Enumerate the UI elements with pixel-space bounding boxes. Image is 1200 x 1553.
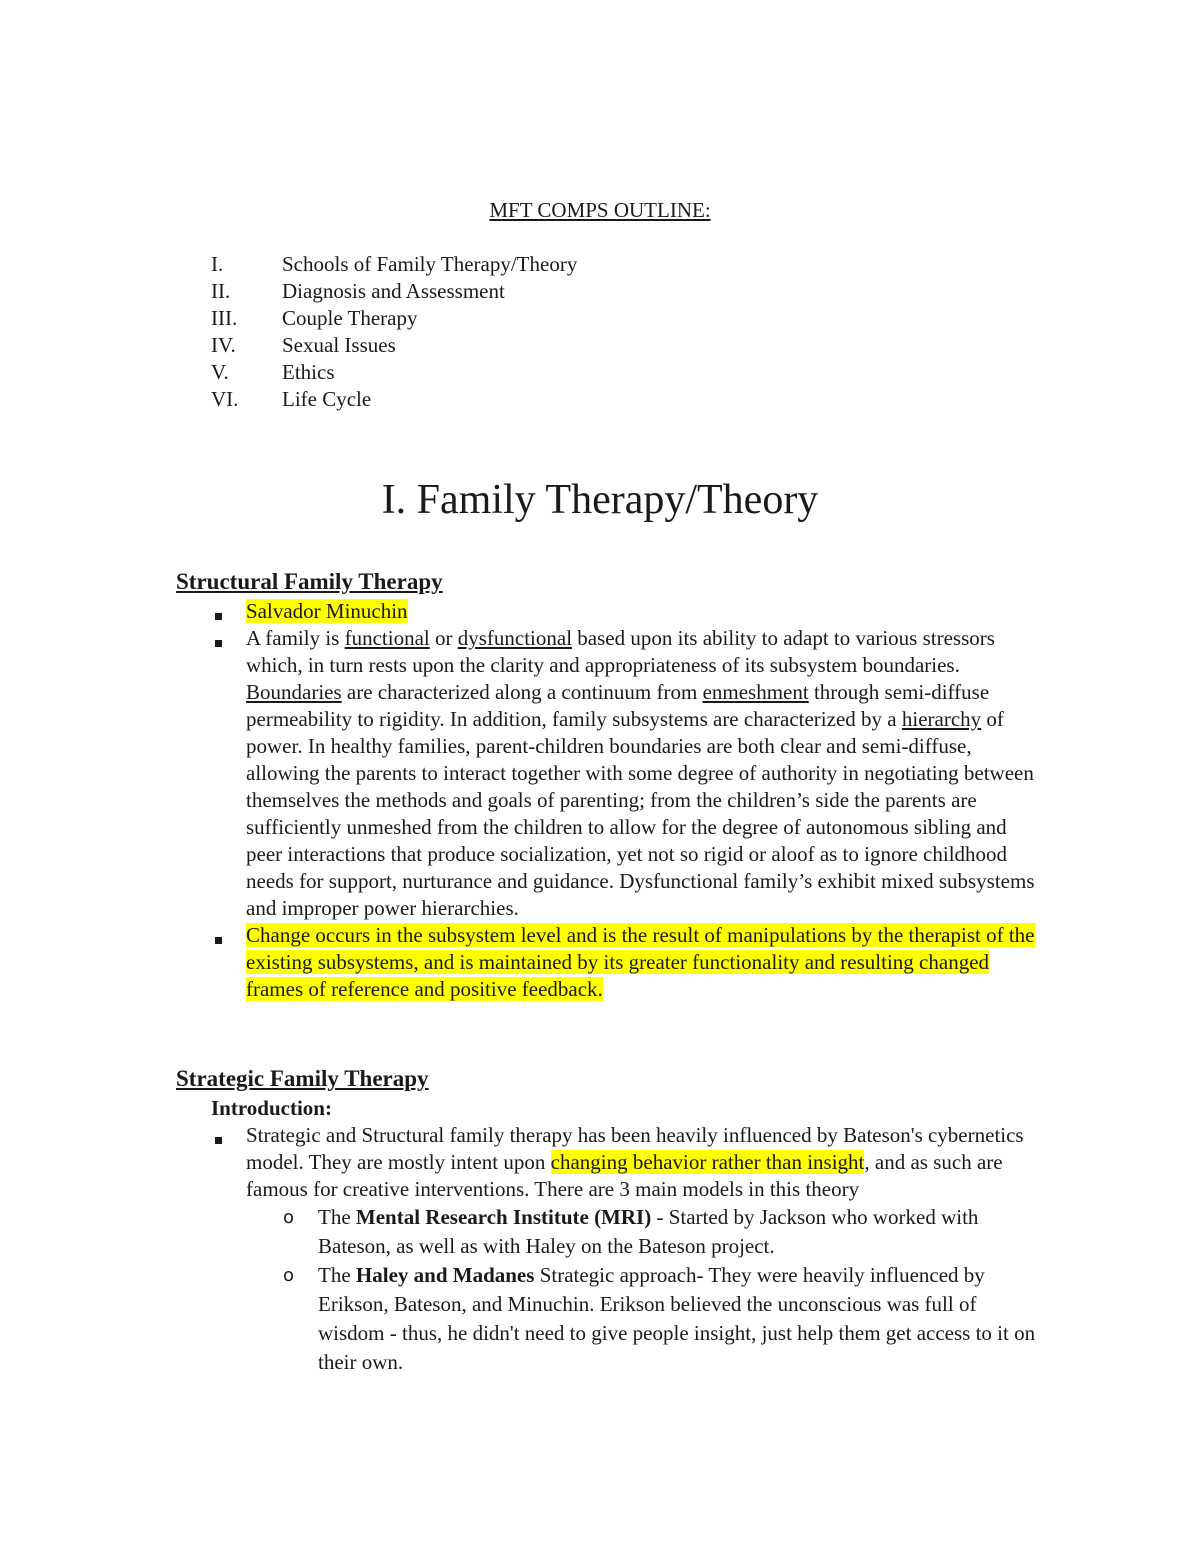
outline-item (211, 332, 577, 359)
outline-label: Schools of Family Therapy/Theory (282, 252, 578, 276)
circle-bullet-icon: o (283, 1207, 295, 1228)
square-bullet-icon (211, 625, 225, 652)
highlighted-text: Salvador Minuchin (246, 599, 408, 623)
sub-list-item (281, 1203, 1036, 1261)
text-run: A family is (246, 626, 345, 650)
outline-label: Couple Therapy (282, 306, 418, 330)
text-run: - Started by Jackson who worked with Bateson, as well as with Haley on the Bateson project. (318, 1205, 979, 1258)
outline-number: I. (211, 252, 224, 276)
underlined-term: hierarchy (901, 707, 982, 731)
strategic-bullets (211, 1122, 1036, 1377)
document-title: MFT COMPS OUTLINE: (489, 198, 711, 222)
text-run: Strategic and Structural family therapy has been heavily influenced by Bateson's cybernetics model. They are mostly intent upon (246, 1123, 1024, 1174)
text-run: The (318, 1263, 356, 1287)
bold-term: Mental Research Institute (MRI) (355, 1205, 652, 1229)
list-item (211, 1122, 1036, 1377)
highlighted-text: Change occurs in the subsystem level and is the result of manipulations by the therapist of the existing subsystems, and is maintained by its greater functionality and resulting changed frames of reference and positive feedback. (246, 923, 1035, 1001)
list-item (211, 922, 1036, 1003)
square-bullet-icon (211, 922, 225, 949)
outline-number: II. (211, 279, 231, 303)
text-run: through semi-diffuse permeability to rigidity. In addition, family subsystems are characterized by a (246, 680, 990, 731)
introduction-label: Introduction: (211, 1096, 332, 1120)
highlighted-text: changing behavior rather than insight (550, 1150, 865, 1174)
text-run: or (429, 626, 458, 650)
outline-label: Sexual Issues (282, 333, 396, 357)
underlined-term: enmeshment (702, 680, 809, 704)
strategic-heading: Strategic Family Therapy (176, 1066, 429, 1091)
outline-number: V. (211, 360, 229, 384)
text-run: are characterized along a continuum from (341, 680, 703, 704)
outline-item (211, 386, 577, 413)
underlined-term: functional (344, 626, 430, 650)
underlined-term: dysfunctional (457, 626, 573, 650)
outline-item (211, 251, 577, 278)
outline-label: Diagnosis and Assessment (282, 279, 505, 303)
outline-number: IV. (211, 333, 236, 357)
outline-label: Ethics (282, 360, 335, 384)
list-item (211, 598, 1036, 625)
sub-bullet-list (246, 1203, 1036, 1377)
list-item (211, 625, 1036, 922)
underlined-term: Boundaries (246, 680, 342, 704)
square-bullet-icon (211, 1122, 225, 1149)
circle-bullet-icon: o (283, 1265, 295, 1286)
text-run: Strategic approach- They were heavily influenced by Erikson, Bateson, and Minuchin. Erikson believed the unconscious was full of wisdom - thus, he didn't need to give people insight, just help them get access to it on their own. (318, 1263, 1036, 1374)
outline-list (211, 251, 577, 413)
text-run: , and as such are famous for creative interventions. There are 3 main models in this theory (246, 1150, 1003, 1201)
sub-list-item (281, 1261, 1036, 1377)
outline-label: Life Cycle (282, 387, 372, 411)
text-run: of power. In healthy families, parent-children boundaries are both clear and semi-diffuse, allowing the parents to interact together with some degree of authority in negotiating between themselves the methods and goals of parenting; from the children’s side the parents are sufficiently unmeshed from the children to allow for the degree of autonomous sibling and peer interactions that produce socialization, yet not so rigid or aloof as to ignore childhood needs for support, nurturance and guidance. Dysfunctional family’s exhibit mixed subsystems and improper power hierarchies. (246, 707, 1035, 920)
bold-term: Haley and Madanes (355, 1263, 535, 1287)
outline-item (211, 278, 577, 305)
outline-item (211, 359, 577, 386)
outline-number: III. (211, 306, 238, 330)
square-bullet-icon (211, 598, 225, 625)
outline-number: VI. (211, 387, 239, 411)
text-run: The (318, 1205, 356, 1229)
structural-bullets (211, 598, 1036, 1003)
outline-item (211, 305, 577, 332)
section-heading: I. Family Therapy/Theory (381, 477, 819, 523)
structural-heading: Structural Family Therapy (176, 569, 443, 594)
text-run: based upon its ability to adapt to various stressors which, in turn rests upon the clarity and appropriateness of its subsystem boundaries. (246, 626, 995, 677)
